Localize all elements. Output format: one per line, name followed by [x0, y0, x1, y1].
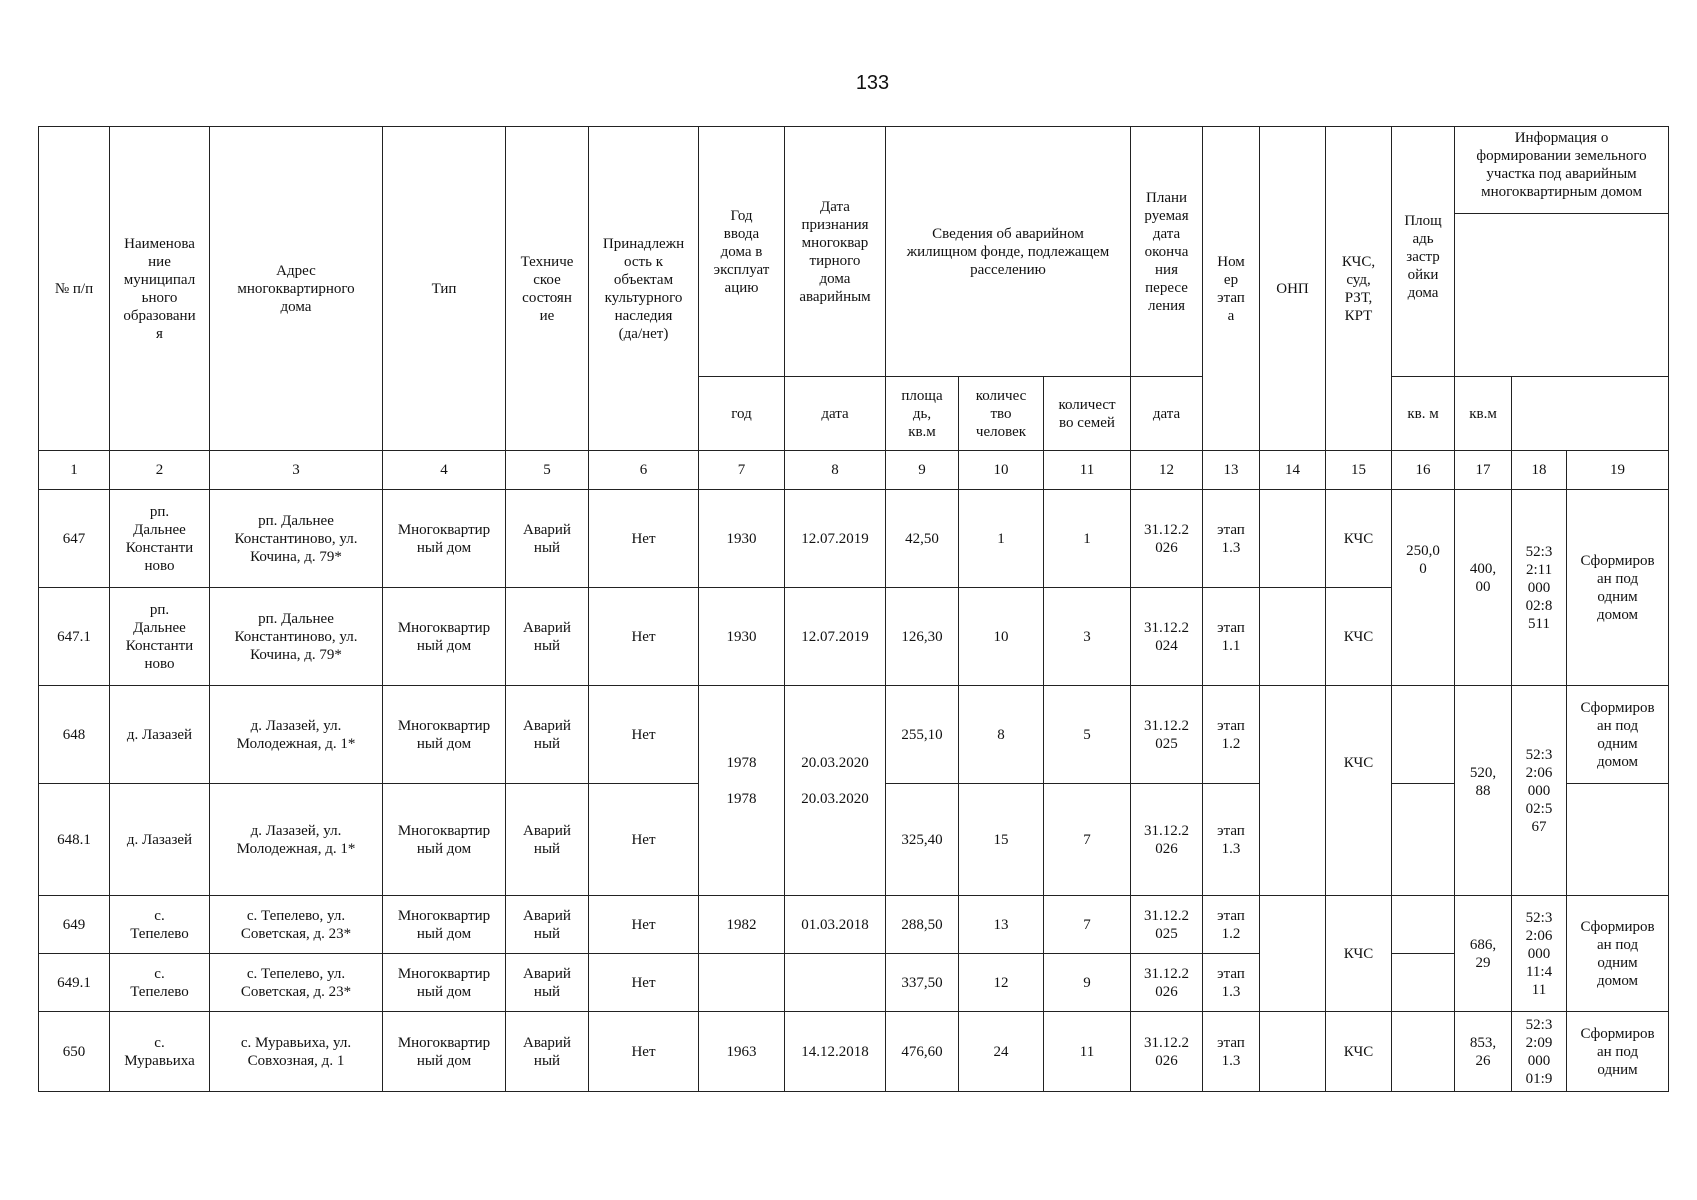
plot-area-cell: 686, 29: [1455, 896, 1512, 1012]
people-cell: 13: [959, 896, 1044, 954]
plot-area-cell: 520, 88: [1455, 686, 1512, 896]
state-cell: Аварий ный: [506, 588, 589, 686]
families-cell: 7: [1044, 784, 1131, 896]
year-cell: 1930: [699, 490, 785, 588]
year-value: 1978: [726, 791, 757, 807]
plan-date-cell: 31.12.2 026: [1131, 784, 1203, 896]
header-cell: количес тво человек: [959, 377, 1044, 451]
header-cell: кв. м: [1392, 377, 1455, 451]
people-cell: 12: [959, 954, 1044, 1012]
state-cell: Аварий ный: [506, 896, 589, 954]
header-cell-group: [1512, 377, 1669, 451]
header-cell: Год ввода дома в эксплуат ацию: [699, 127, 785, 377]
families-cell: 5: [1044, 686, 1131, 784]
heritage-cell: Нет: [589, 1012, 699, 1092]
kchs-cell: КЧС: [1326, 588, 1392, 686]
municipality-cell: рп. Дальнее Константи ново: [110, 490, 210, 588]
stage-cell: этап 1.3: [1203, 954, 1260, 1012]
type-cell: Многоквартир ный дом: [383, 490, 506, 588]
onp-cell: [1260, 896, 1326, 1012]
onp-cell: [1260, 490, 1326, 588]
area-cell: 476,60: [886, 1012, 959, 1092]
heritage-cell: Нет: [589, 490, 699, 588]
column-number: 9: [886, 451, 959, 490]
header-cell-group: [1455, 127, 1669, 377]
column-number: 18: [1512, 451, 1567, 490]
plot-area-cell: 853, 26: [1455, 1012, 1512, 1092]
state-cell: Аварий ный: [506, 954, 589, 1012]
row-number: 648.1: [39, 784, 110, 896]
year-value: 1978: [726, 755, 757, 771]
table-row: [39, 490, 1669, 588]
heritage-cell: Нет: [589, 954, 699, 1012]
type-cell: Многоквартир ный дом: [383, 954, 506, 1012]
type-cell: Многоквартир ный дом: [383, 784, 506, 896]
header-cell: Информация о формировании земельного участка под аварийным многоквартирным домом: [1455, 127, 1668, 214]
table-row: [39, 954, 1669, 1012]
building-area-cell: 250,0 0: [1392, 490, 1455, 686]
cadastral-number-cell: 52:3 2:11 000 02:8 511: [1512, 490, 1567, 686]
families-cell: 1: [1044, 490, 1131, 588]
column-number: 12: [1131, 451, 1203, 490]
onp-cell: [1260, 588, 1326, 686]
families-cell: 9: [1044, 954, 1131, 1012]
header-row: [39, 127, 1669, 377]
type-cell: Многоквартир ный дом: [383, 1012, 506, 1092]
building-area-cell: [1392, 784, 1455, 896]
heritage-cell: Нет: [589, 588, 699, 686]
header-cell: ОНП: [1260, 127, 1326, 451]
column-number: 6: [589, 451, 699, 490]
emergency-housing-table: [38, 126, 1669, 1092]
plan-date-cell: 31.12.2 025: [1131, 896, 1203, 954]
onp-cell: [1260, 1012, 1326, 1092]
address-cell: с. Тепелево, ул. Советская, д. 23*: [210, 954, 383, 1012]
header-cell: Сведения об аварийном жилищном фонде, подлежащем расселению: [886, 127, 1131, 377]
row-number: 649: [39, 896, 110, 954]
column-number: 11: [1044, 451, 1131, 490]
municipality-cell: д. Лазазей: [110, 784, 210, 896]
header-cell: год: [699, 377, 785, 451]
address-cell: с. Муравьиха, ул. Совхозная, д. 1: [210, 1012, 383, 1092]
header-cell: Наименова ние муниципал ьного образовани я: [110, 127, 210, 451]
date-cell: [785, 686, 886, 896]
families-cell: 11: [1044, 1012, 1131, 1092]
people-cell: 8: [959, 686, 1044, 784]
header-cell-group: [1392, 127, 1455, 377]
header-cell: Ном ер этап а: [1203, 127, 1260, 451]
column-number: 17: [1455, 451, 1512, 490]
stage-cell: этап 1.3: [1203, 490, 1260, 588]
kchs-cell: КЧС: [1326, 1012, 1392, 1092]
plot-area-cell: 400, 00: [1455, 490, 1512, 686]
stage-cell: этап 1.2: [1203, 896, 1260, 954]
column-number: 8: [785, 451, 886, 490]
building-area-cell: [1392, 1012, 1455, 1092]
people-cell: 24: [959, 1012, 1044, 1092]
column-number: 19: [1567, 451, 1669, 490]
date-cell: 12.07.2019: [785, 490, 886, 588]
year-cell: 1963: [699, 1012, 785, 1092]
state-cell: Аварий ный: [506, 1012, 589, 1092]
header-cell: количест во семей: [1044, 377, 1131, 451]
date-cell: 01.03.2018: [785, 896, 886, 954]
building-area-cell: [1392, 954, 1455, 1012]
year-cell: [699, 954, 785, 1012]
column-number: 15: [1326, 451, 1392, 490]
column-number: 16: [1392, 451, 1455, 490]
plot-status-cell: Сформиров ан под одним: [1567, 1012, 1669, 1092]
row-number: 648: [39, 686, 110, 784]
municipality-cell: рп. Дальнее Константи ново: [110, 588, 210, 686]
year-cell: [699, 686, 785, 896]
header-cell: кв.м: [1455, 377, 1512, 451]
address-cell: д. Лазазей, ул. Молодежная, д. 1*: [210, 784, 383, 896]
heritage-cell: Нет: [589, 896, 699, 954]
column-number: 10: [959, 451, 1044, 490]
row-number: 650: [39, 1012, 110, 1092]
area-cell: 255,10: [886, 686, 959, 784]
row-number: 647: [39, 490, 110, 588]
column-number: 1: [39, 451, 110, 490]
date-value: 20.03.2020: [801, 791, 869, 807]
cadastral-number-cell: 52:3 2:06 000 11:4 11: [1512, 896, 1567, 1012]
area-cell: 325,40: [886, 784, 959, 896]
plot-status-cell: Сформиров ан под одним домом: [1567, 686, 1669, 784]
header-cell: Тип: [383, 127, 506, 451]
header-cell: Дата признания многоквар тирного дома аварийным: [785, 127, 886, 377]
stage-cell: этап 1.2: [1203, 686, 1260, 784]
plan-date-cell: 31.12.2 025: [1131, 686, 1203, 784]
type-cell: Многоквартир ный дом: [383, 896, 506, 954]
row-number: 647.1: [39, 588, 110, 686]
heritage-cell: Нет: [589, 784, 699, 896]
header-cell: КЧС, суд, РЗТ, КРТ: [1326, 127, 1392, 451]
date-cell: 12.07.2019: [785, 588, 886, 686]
plan-date-cell: 31.12.2 026: [1131, 490, 1203, 588]
table-row: [39, 896, 1669, 954]
column-number: 5: [506, 451, 589, 490]
onp-cell: [1260, 686, 1326, 896]
address-cell: рп. Дальнее Константиново, ул. Кочина, д. 79*: [210, 490, 383, 588]
stage-cell: этап 1.1: [1203, 588, 1260, 686]
building-area-cell: [1392, 896, 1455, 954]
header-cell: Техниче ское состоян ие: [506, 127, 589, 451]
address-cell: рп. Дальнее Константиново, ул. Кочина, д. 79*: [210, 588, 383, 686]
date-value: 20.03.2020: [801, 755, 869, 771]
stage-cell: этап 1.3: [1203, 1012, 1260, 1092]
people-cell: 10: [959, 588, 1044, 686]
families-cell: 3: [1044, 588, 1131, 686]
area-cell: 288,50: [886, 896, 959, 954]
address-cell: д. Лазазей, ул. Молодежная, д. 1*: [210, 686, 383, 784]
area-cell: 126,30: [886, 588, 959, 686]
date-cell: [785, 954, 886, 1012]
plan-date-cell: 31.12.2 026: [1131, 954, 1203, 1012]
cadastral-number-cell: 52:3 2:06 000 02:5 67: [1512, 686, 1567, 896]
column-number: 3: [210, 451, 383, 490]
plan-date-cell: 31.12.2 024: [1131, 588, 1203, 686]
people-cell: 1: [959, 490, 1044, 588]
table-row: [39, 686, 1669, 784]
column-number: 7: [699, 451, 785, 490]
stage-cell: этап 1.3: [1203, 784, 1260, 896]
municipality-cell: с. Муравьиха: [110, 1012, 210, 1092]
table-row: [39, 1012, 1669, 1092]
header-cell: площа дь, кв.м: [886, 377, 959, 451]
kchs-cell: КЧС: [1326, 490, 1392, 588]
address-cell: с. Тепелево, ул. Советская, д. 23*: [210, 896, 383, 954]
cadastral-number-cell: 52:3 2:09 000 01:9: [1512, 1012, 1567, 1092]
column-number: 2: [110, 451, 210, 490]
kchs-cell: КЧС: [1326, 686, 1392, 896]
column-number: 14: [1260, 451, 1326, 490]
area-cell: 337,50: [886, 954, 959, 1012]
families-cell: 7: [1044, 896, 1131, 954]
header-cell: дата: [785, 377, 886, 451]
type-cell: Многоквартир ный дом: [383, 686, 506, 784]
column-number-row: [39, 451, 1669, 490]
page-number: 133: [855, 72, 890, 94]
type-cell: Многоквартир ный дом: [383, 588, 506, 686]
plot-status-cell: Сформиров ан под одним домом: [1567, 896, 1669, 1012]
header-cell: Плани руемая дата оконча ния пересе ления: [1131, 127, 1203, 377]
plot-status-cell: Сформиров ан под одним домом: [1567, 490, 1669, 686]
state-cell: Аварий ный: [506, 784, 589, 896]
year-cell: 1930: [699, 588, 785, 686]
plan-date-cell: 31.12.2 026: [1131, 1012, 1203, 1092]
plot-status-cell: [1567, 784, 1669, 896]
header-cell: Принадлежн ость к объектам культурного наследия (да/нет): [589, 127, 699, 451]
municipality-cell: д. Лазазей: [110, 686, 210, 784]
people-cell: 15: [959, 784, 1044, 896]
kchs-cell: КЧС: [1326, 896, 1392, 1012]
state-cell: Аварий ный: [506, 490, 589, 588]
building-area-cell: [1392, 686, 1455, 784]
date-cell: 14.12.2018: [785, 1012, 886, 1092]
heritage-cell: Нет: [589, 686, 699, 784]
state-cell: Аварий ный: [506, 686, 589, 784]
header-cell: Площ адь застр ойки дома: [1404, 213, 1442, 301]
municipality-cell: с. Тепелево: [110, 954, 210, 1012]
column-number: 13: [1203, 451, 1260, 490]
header-cell: № п/п: [39, 127, 110, 451]
header-cell: Адрес многоквартирного дома: [210, 127, 383, 451]
municipality-cell: с. Тепелево: [110, 896, 210, 954]
area-cell: 42,50: [886, 490, 959, 588]
year-cell: 1982: [699, 896, 785, 954]
header-cell: дата: [1131, 377, 1203, 451]
row-number: 649.1: [39, 954, 110, 1012]
column-number: 4: [383, 451, 506, 490]
